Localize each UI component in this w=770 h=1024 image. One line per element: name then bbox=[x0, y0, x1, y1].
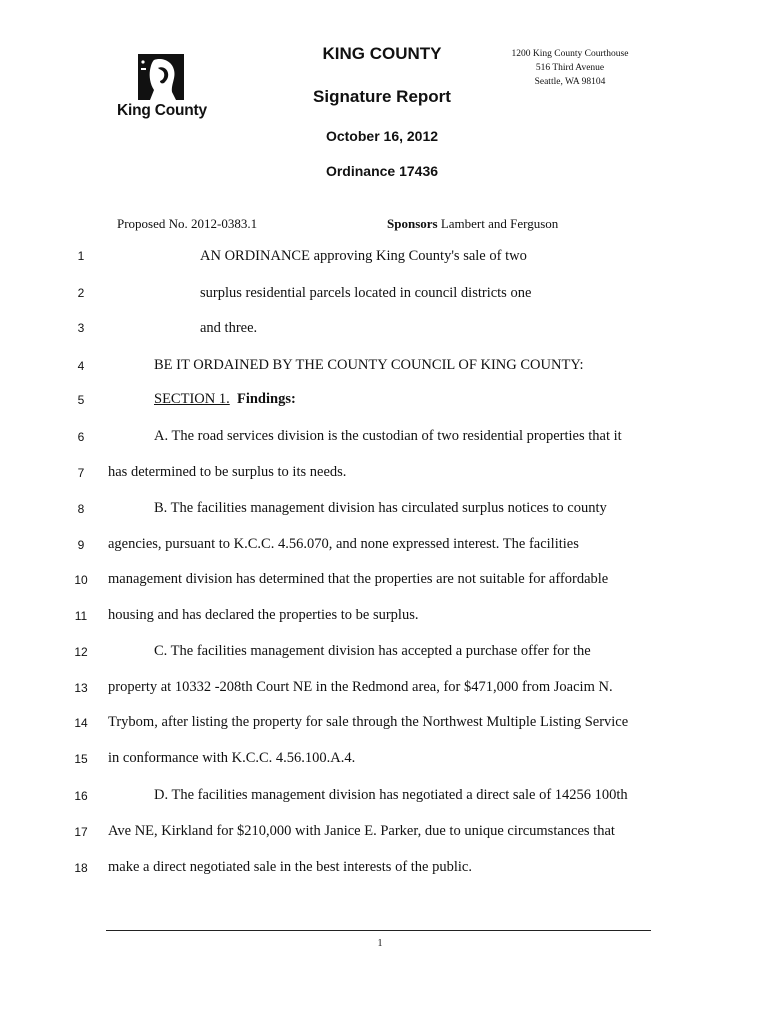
ordinance-text-line: A. The road services division is the custodian of two residential properties that it bbox=[154, 428, 622, 444]
section-heading bbox=[154, 391, 296, 408]
enacting-clause: BE IT ORDAINED BY THE COUNTY COUNCIL OF KING COUNTY: bbox=[154, 357, 584, 373]
ordinance-text-line: housing and has declared the properties to be surplus. bbox=[108, 607, 419, 623]
line-number: 4 bbox=[77, 359, 85, 373]
address-line-2: 516 Third Avenue bbox=[535, 63, 605, 73]
sponsors-names: Lambert and Ferguson bbox=[440, 216, 559, 231]
line-number: 11 bbox=[74, 609, 88, 623]
ordinance-text-line: make a direct negotiated sale in the best interests of the public. bbox=[108, 859, 472, 875]
line-number: 13 bbox=[74, 681, 88, 695]
proposed-number: Proposed No. 2012-0383.1 bbox=[117, 216, 258, 231]
ordinance-number: Ordinance 17436 bbox=[325, 163, 439, 179]
line-number: 5 bbox=[77, 393, 85, 407]
line-number: 15 bbox=[74, 752, 88, 766]
ordinance-text-line: D. The facilities management division has negotiated a direct sale of 14256 100th bbox=[154, 787, 628, 803]
line-number: 14 bbox=[74, 716, 88, 730]
footer-divider bbox=[106, 930, 651, 931]
line-number: 1 bbox=[77, 249, 85, 263]
report-date: October 16, 2012 bbox=[325, 128, 439, 144]
ordinance-text-line: management division has determined that the properties are not suitable for affordable bbox=[108, 571, 609, 587]
address-line-3: Seattle, WA 98104 bbox=[534, 77, 606, 87]
line-number: 12 bbox=[74, 645, 88, 659]
ordinance-text-line: in conformance with K.C.C. 4.56.100.A.4. bbox=[108, 750, 356, 766]
ordinance-text-line: property at 10332 -208th Court NE in the Redmond area, for $471,000 from Joacim N. bbox=[108, 679, 613, 695]
ordinance-text-line: AN ORDINANCE approving King County's sale of two bbox=[200, 248, 527, 264]
line-number: 16 bbox=[74, 789, 88, 803]
section-label: SECTION 1. bbox=[154, 391, 230, 407]
ordinance-text-line: has determined to be surplus to its needs. bbox=[108, 464, 347, 480]
line-number: 2 bbox=[77, 286, 85, 300]
ordinance-text-line: B. The facilities management division has circulated surplus notices to county bbox=[154, 500, 607, 516]
line-number: 3 bbox=[77, 321, 85, 335]
line-number: 10 bbox=[74, 573, 88, 587]
line-number: 18 bbox=[74, 861, 88, 875]
sponsors-label: Sponsors bbox=[387, 216, 438, 231]
line-number: 7 bbox=[77, 466, 85, 480]
report-title: Signature Report bbox=[313, 87, 451, 106]
line-number: 6 bbox=[77, 430, 85, 444]
line-number: 17 bbox=[74, 825, 88, 839]
ordinance-text-line: and three. bbox=[200, 320, 258, 336]
address-line-1: 1200 King County Courthouse bbox=[511, 49, 629, 59]
ordinance-text-line: agencies, pursuant to K.C.C. 4.56.070, and none expressed interest. The facilities bbox=[108, 536, 579, 552]
ordinance-text-line: surplus residential parcels located in council districts one bbox=[200, 285, 532, 301]
line-number: 9 bbox=[77, 538, 85, 552]
ordinance-text-line: Trybom, after listing the property for sale through the Northwest Multiple Listing Service bbox=[108, 714, 629, 730]
ordinance-text-line: C. The facilities management division has accepted a purchase offer for the bbox=[154, 643, 591, 659]
section-title: Findings: bbox=[236, 391, 296, 407]
org-title: KING COUNTY bbox=[322, 44, 442, 63]
ordinance-text-line: Ave NE, Kirkland for $210,000 with Janice E. Parker, due to unique circumstances that bbox=[108, 823, 615, 839]
sponsors bbox=[387, 216, 558, 232]
line-number: 8 bbox=[77, 502, 85, 516]
page-number: 1 bbox=[377, 938, 383, 949]
king-county-logo-icon bbox=[138, 54, 184, 100]
logo-text: King County bbox=[117, 102, 207, 119]
